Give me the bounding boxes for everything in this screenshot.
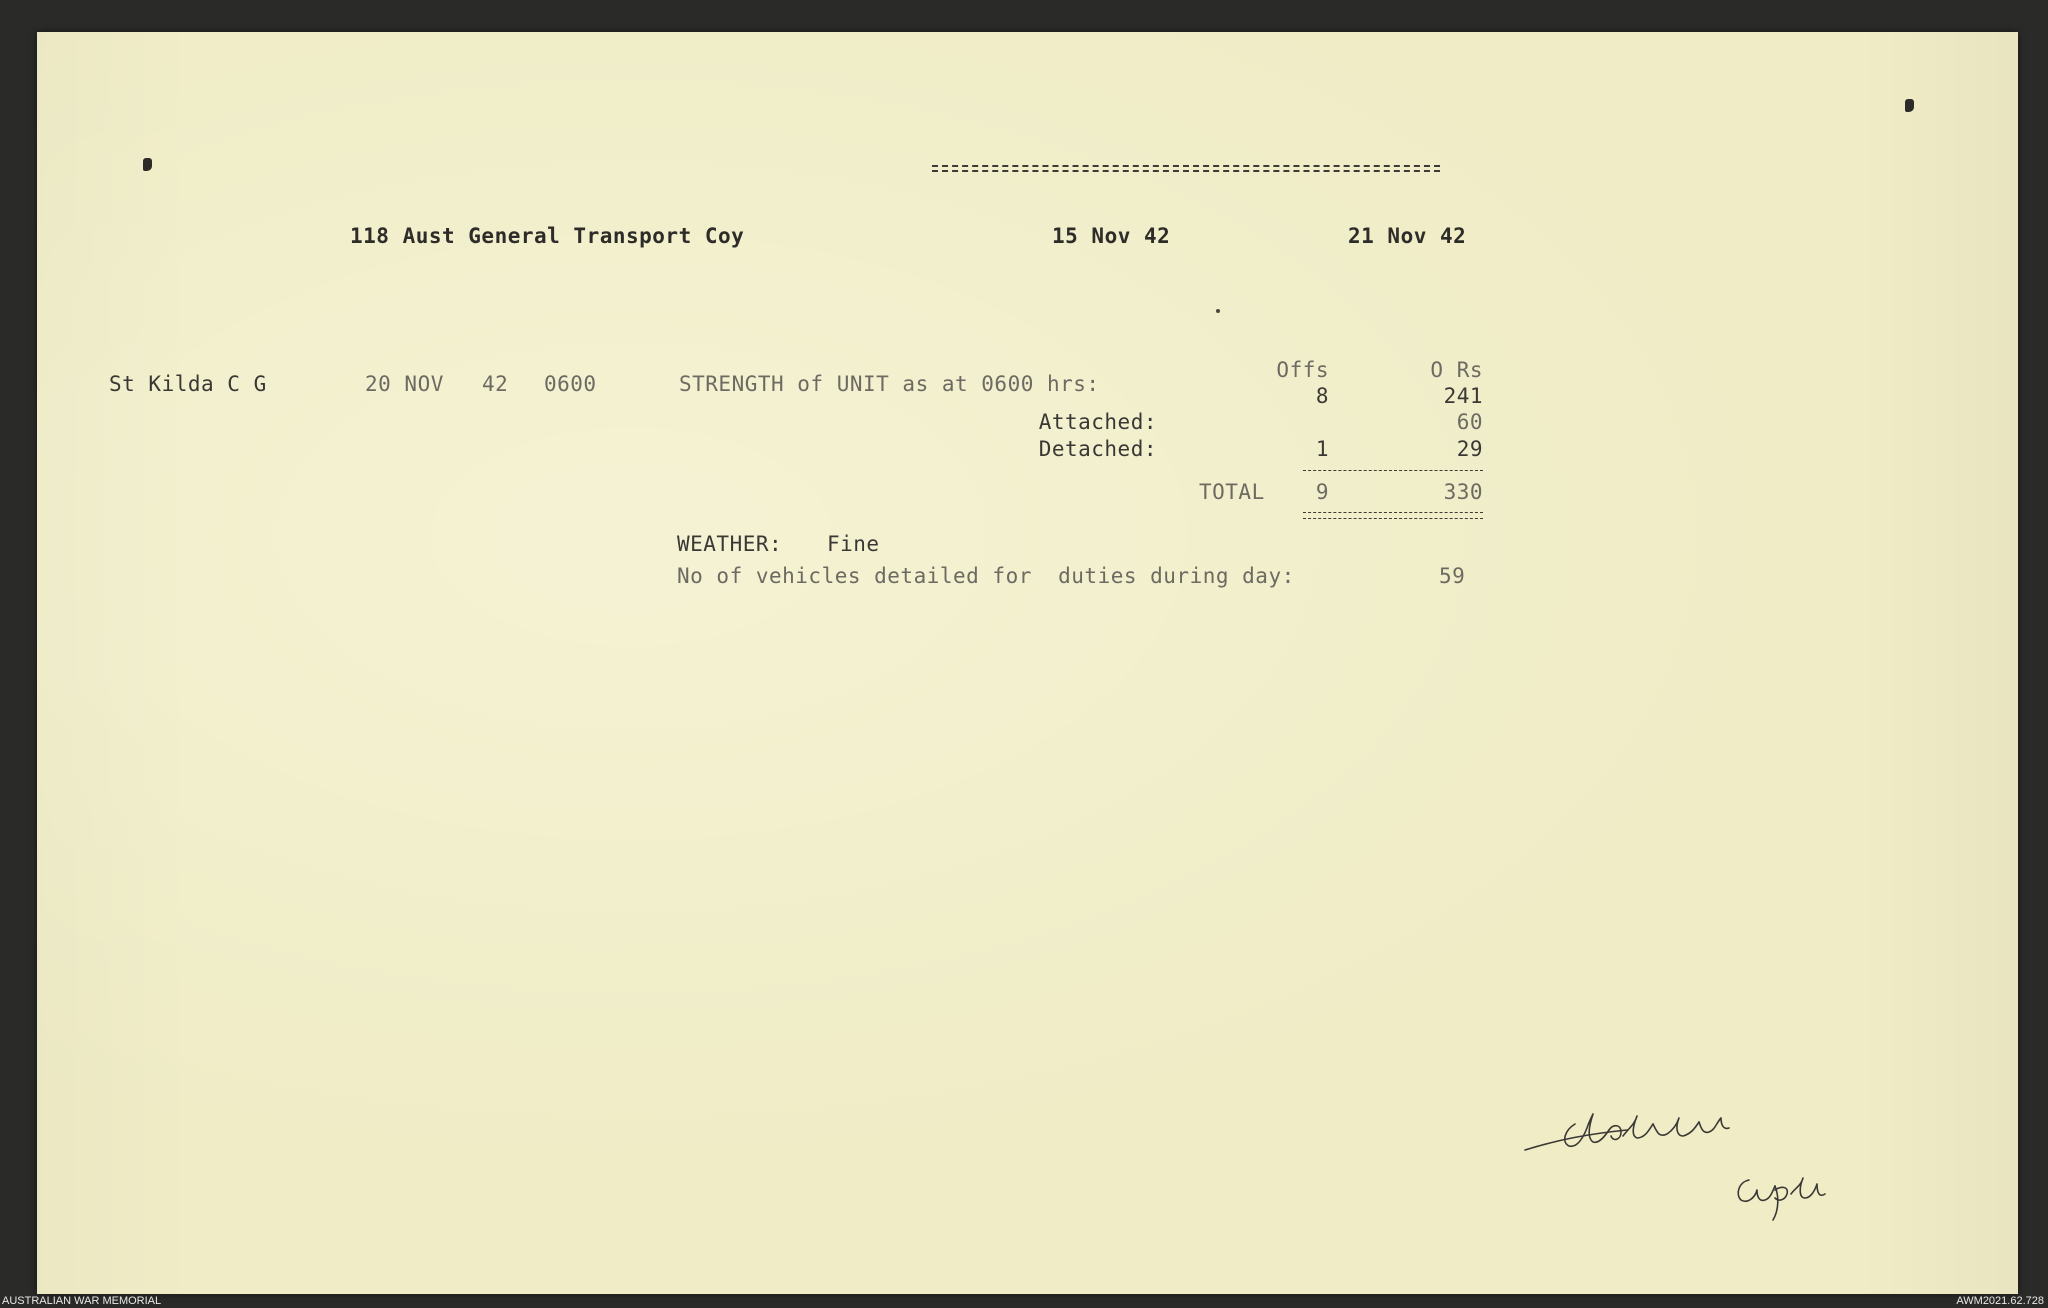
detached-ors: 29 xyxy=(1456,437,1483,461)
document-page xyxy=(37,32,2018,1294)
detached-offs: 1 xyxy=(1315,437,1329,461)
total-double-rule xyxy=(1303,512,1483,513)
footer-left: AUSTRALIAN WAR MEMORIAL xyxy=(2,1295,162,1307)
top-double-rule-2 xyxy=(932,170,1440,172)
total-double-rule-2 xyxy=(1303,518,1483,519)
period-start-date: 15 Nov 42 xyxy=(1052,224,1171,248)
place: St Kilda C G xyxy=(109,372,267,396)
total-rule xyxy=(1303,470,1483,471)
weather-value: Fine xyxy=(827,532,880,556)
attached-label: Attached: xyxy=(1038,410,1157,434)
ink-dot xyxy=(1216,309,1220,313)
column-header-offs: Offs xyxy=(1276,358,1329,382)
entry-date: 20 NOV xyxy=(365,372,444,396)
entry-year: 42 xyxy=(482,372,509,396)
period-end-date: 21 Nov 42 xyxy=(1348,224,1467,248)
punch-hole-left xyxy=(143,158,152,171)
attached-ors: 60 xyxy=(1456,410,1483,434)
handwritten-signature xyxy=(1517,1102,1937,1242)
detached-label: Detached: xyxy=(1038,437,1157,461)
total-offs: 9 xyxy=(1315,480,1329,504)
column-header-ors: O Rs xyxy=(1430,358,1483,382)
top-double-rule xyxy=(932,165,1440,167)
punch-hole-right xyxy=(1905,99,1914,112)
strength-ors: 241 xyxy=(1443,384,1483,408)
vehicles-label: No of vehicles detailed for duties during day: xyxy=(677,564,1295,588)
weather-label: WEATHER: xyxy=(677,532,783,556)
footer-right: AWM2021.62.728 xyxy=(1956,1295,2044,1307)
vehicles-value: 59 xyxy=(1439,564,1466,588)
strength-offs: 8 xyxy=(1315,384,1329,408)
strength-label: STRENGTH of UNIT as at 0600 hrs: xyxy=(679,372,1100,396)
unit-name: 118 Aust General Transport Coy xyxy=(350,224,745,248)
entry-time: 0600 xyxy=(544,372,597,396)
total-ors: 330 xyxy=(1443,480,1483,504)
total-label: TOTAL xyxy=(1199,480,1265,504)
